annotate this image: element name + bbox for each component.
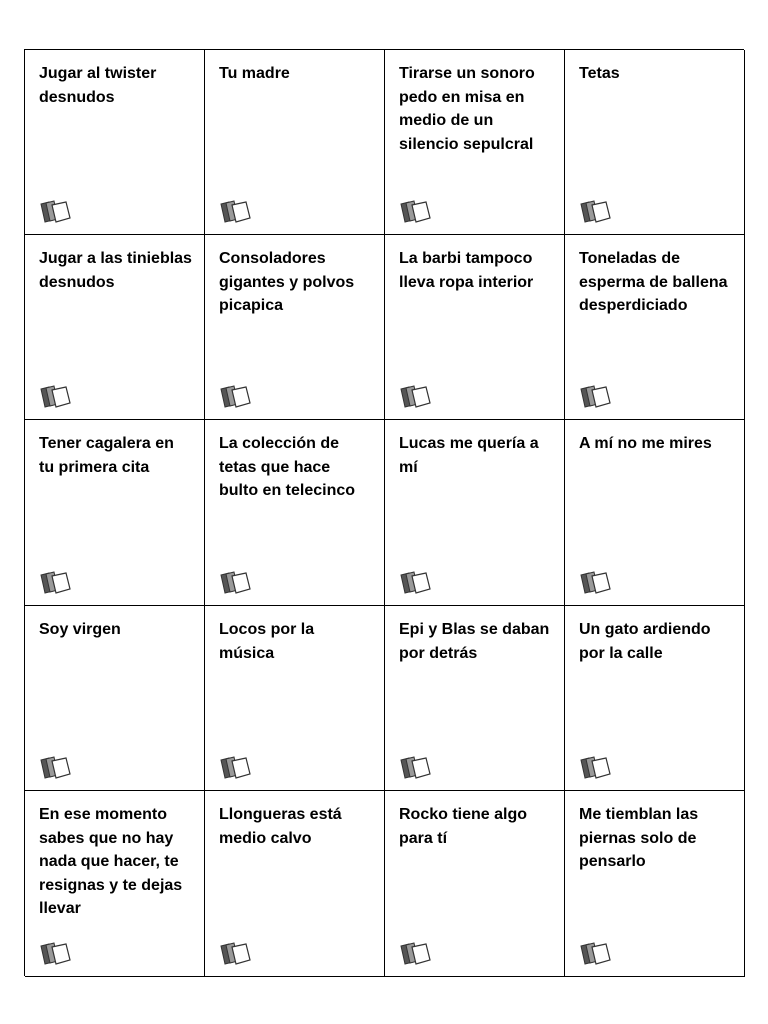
card xyxy=(205,791,385,977)
card xyxy=(385,791,565,977)
card xyxy=(205,420,385,606)
card-text: Tu madre xyxy=(219,65,290,82)
card xyxy=(25,606,205,791)
card-text: Consoladores gigantes y polvos picapica xyxy=(219,250,355,314)
card-text: La colección de tetas que hace bulto en telecinco xyxy=(219,435,356,499)
card xyxy=(385,50,565,235)
cards-stack-icon xyxy=(219,756,253,780)
card-text: Locos por la música xyxy=(219,621,315,662)
cards-stack-icon xyxy=(39,756,73,780)
cards-stack-icon xyxy=(39,571,73,595)
card-text: A mí no me mires xyxy=(579,435,712,452)
card xyxy=(205,50,385,235)
card xyxy=(205,606,385,791)
cards-stack-icon xyxy=(39,942,73,966)
card-text: Tener cagalera en tu primera cita xyxy=(39,435,174,476)
cards-stack-icon xyxy=(39,385,73,409)
card xyxy=(205,235,385,420)
card-text: Jugar al twister desnudos xyxy=(39,65,157,106)
card xyxy=(25,235,205,420)
card-text: Llongueras está medio calvo xyxy=(219,806,342,847)
card-text: En ese momento sabes que no hay nada que hacer, te resignas y te dejas llevar xyxy=(39,806,183,917)
cards-stack-icon xyxy=(219,385,253,409)
card-text: Toneladas de esperma de ballena desperdiciado xyxy=(579,250,728,314)
card xyxy=(25,420,205,606)
cards-stack-icon xyxy=(219,942,253,966)
card xyxy=(25,50,205,235)
card xyxy=(385,235,565,420)
cards-stack-icon xyxy=(399,200,433,224)
cards-stack-icon xyxy=(399,385,433,409)
card xyxy=(565,235,745,420)
card xyxy=(565,420,745,606)
cards-stack-icon xyxy=(399,756,433,780)
card-text: Un gato ardiendo por la calle xyxy=(579,621,711,662)
cards-stack-icon xyxy=(219,200,253,224)
card xyxy=(565,606,745,791)
card-text: Lucas me quería a mí xyxy=(399,435,539,476)
cards-stack-icon xyxy=(39,200,73,224)
card xyxy=(565,791,745,977)
card-text: Epi y Blas se daban por detrás xyxy=(399,621,550,662)
card-text: Soy virgen xyxy=(39,621,121,638)
cards-stack-icon xyxy=(579,200,613,224)
card-text: Tetas xyxy=(579,65,620,82)
cards-stack-icon xyxy=(579,571,613,595)
cards-stack-icon xyxy=(399,571,433,595)
card-text: Rocko tiene algo para tí xyxy=(399,806,528,847)
card-text: Me tiemblan las piernas solo de pensarlo xyxy=(579,806,699,870)
card-text: Tirarse un sonoro pedo en misa en medio de un silencio sepulcral xyxy=(399,65,535,153)
cards-stack-icon xyxy=(579,756,613,780)
cards-stack-icon xyxy=(579,942,613,966)
card-sheet xyxy=(24,49,744,976)
card xyxy=(385,420,565,606)
card-text: La barbi tampoco lleva ropa interior xyxy=(399,250,534,291)
cards-stack-icon xyxy=(219,571,253,595)
card xyxy=(385,606,565,791)
card-text: Jugar a las tinieblas desnudos xyxy=(39,250,192,291)
cards-stack-icon xyxy=(579,385,613,409)
card xyxy=(25,791,205,977)
cards-stack-icon xyxy=(399,942,433,966)
card xyxy=(565,50,745,235)
